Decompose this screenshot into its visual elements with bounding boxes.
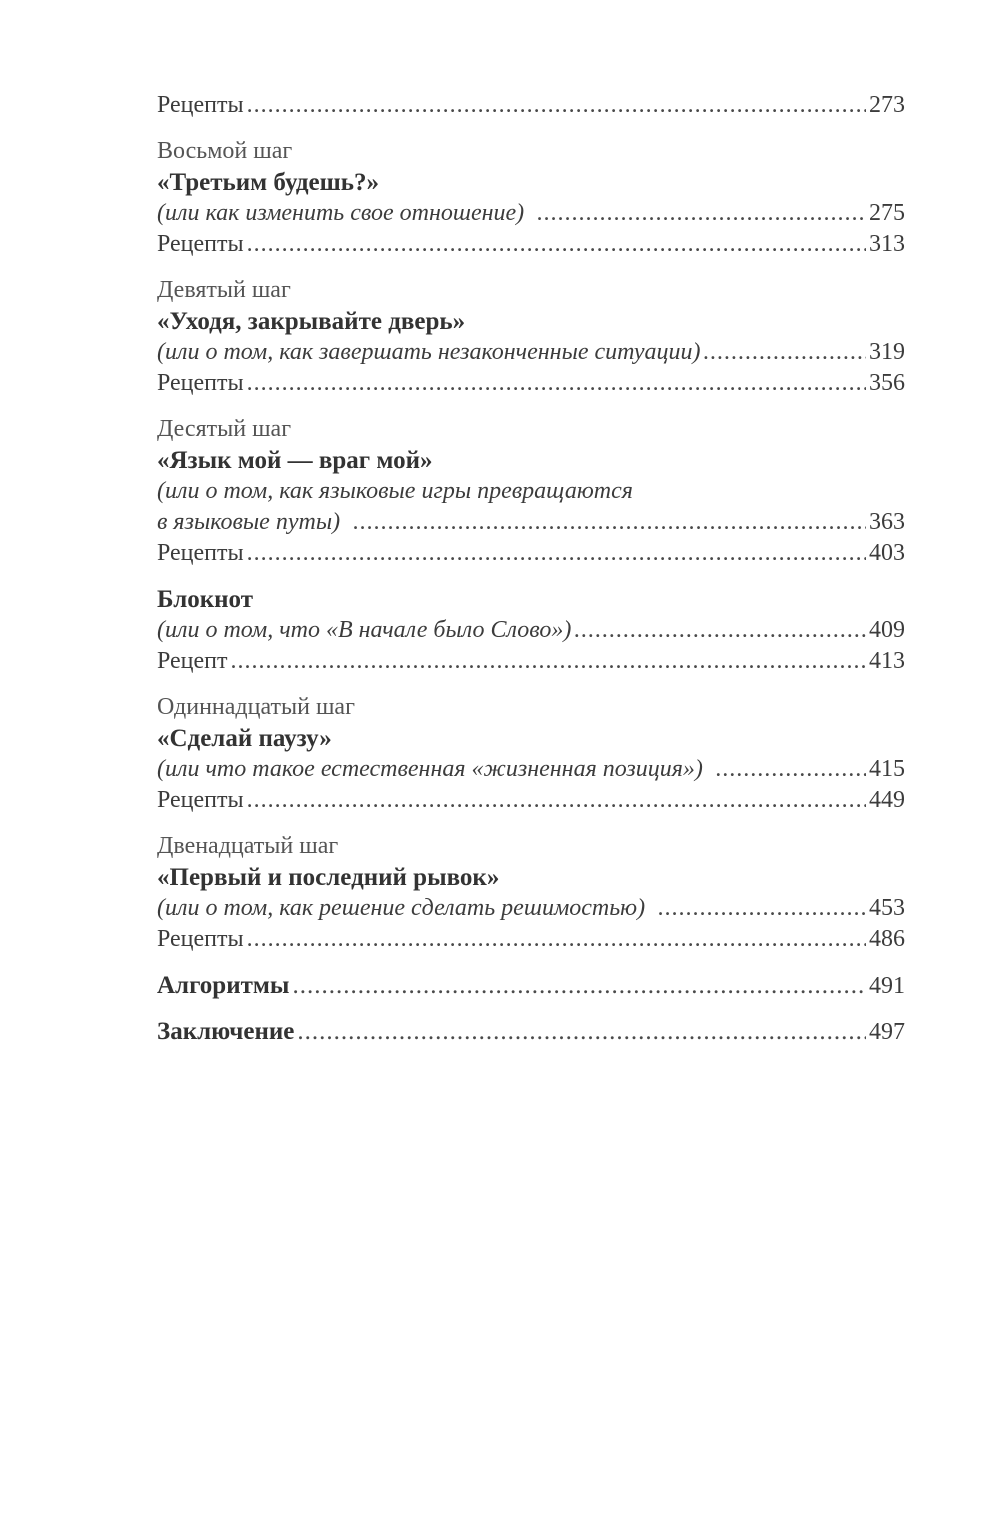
step-8-title: «Третьим будешь?» (157, 169, 379, 196)
leader-dots (247, 229, 866, 260)
page-number: 403 (869, 540, 905, 566)
step-10-heading: Десятый шаг (157, 416, 292, 442)
toc-entry-step-8-recipes[interactable] (157, 229, 905, 260)
entry-label: Рецепты (157, 231, 244, 257)
entry-label: в языковые путы) (157, 509, 341, 535)
page-number: 363 (869, 509, 905, 535)
page-number: 273 (869, 92, 905, 118)
entry-label: (или что такое естественная «жизненная позиция») (157, 756, 703, 782)
toc-entry-conclusion[interactable] (157, 1016, 905, 1047)
toc-entry-step-12-recipes[interactable] (157, 924, 905, 955)
notebook-title: Блокнот (157, 586, 253, 613)
page-number: 486 (869, 926, 905, 952)
toc-entry-step-9-recipes[interactable] (157, 368, 905, 399)
step-11-title: «Сделай паузу» (157, 725, 332, 752)
step-10-subtitle-line1: (или о том, как языковые игры превращаются (157, 478, 633, 504)
leader-dots (231, 646, 866, 677)
entry-label: (или о том, как решение сделать решимостью) (157, 895, 646, 921)
entry-label: Алгоритмы (157, 972, 290, 999)
entry-label: (или как изменить свое отношение) (157, 200, 525, 226)
entry-label: Заключение (157, 1018, 295, 1045)
step-8-heading: Восьмой шаг (157, 138, 293, 164)
leader-dots (297, 1016, 866, 1047)
leader-dots (247, 924, 866, 955)
page-number: 413 (869, 648, 905, 674)
toc-entry-step-9[interactable] (157, 337, 905, 368)
toc-entry-recipes-top[interactable] (157, 90, 905, 121)
page-number: 275 (869, 200, 905, 226)
page-number: 409 (869, 617, 905, 643)
step-9-title: «Уходя, закрывайте дверь» (157, 308, 466, 335)
leader-dots (292, 970, 866, 1001)
entry-label: Рецепт (157, 648, 228, 674)
page-number: 497 (869, 1019, 905, 1045)
entry-label: Рецепты (157, 787, 244, 813)
leader-dots (537, 198, 866, 229)
leader-dots (658, 893, 866, 924)
entry-label: (или о том, что «В начале было Слово») (157, 617, 572, 643)
entry-label: (или о том, как завершать незаконченные ситуации) (157, 339, 701, 365)
toc-entry-step-10-recipes[interactable] (157, 538, 905, 569)
step-12-title: «Первый и последний рывок» (157, 864, 500, 891)
page-number: 453 (869, 895, 905, 921)
page-number: 319 (869, 339, 905, 365)
leader-dots (716, 754, 866, 785)
toc-entry-step-12[interactable] (157, 893, 905, 924)
entry-label: Рецепты (157, 370, 244, 396)
leader-dots (247, 368, 866, 399)
toc-entry-step-8[interactable] (157, 198, 905, 229)
entry-label: Рецепты (157, 92, 244, 118)
step-11-heading: Одиннадцатый шаг (157, 694, 355, 720)
leader-dots (704, 337, 866, 368)
entry-label: Рецепты (157, 926, 244, 952)
leader-dots (247, 90, 866, 121)
table-of-contents (157, 90, 905, 1047)
step-12-heading: Двенадцатый шаг (157, 833, 339, 859)
entry-label: Рецепты (157, 540, 244, 566)
leader-dots (353, 507, 866, 538)
page-number: 313 (869, 231, 905, 257)
leader-dots (247, 785, 866, 816)
toc-entry-notebook[interactable] (157, 615, 905, 646)
page-number: 491 (869, 973, 905, 999)
step-9-heading: Девятый шаг (157, 277, 291, 303)
toc-entry-notebook-recipe[interactable] (157, 646, 905, 677)
toc-entry-step-11[interactable] (157, 754, 905, 785)
page-number: 356 (869, 370, 905, 396)
step-10-title: «Язык мой — враг мой» (157, 447, 433, 474)
leader-dots (574, 615, 866, 646)
leader-dots (247, 538, 866, 569)
toc-entry-step-11-recipes[interactable] (157, 785, 905, 816)
toc-entry-step-10[interactable] (157, 507, 905, 538)
page-number: 449 (869, 787, 905, 813)
toc-entry-algorithms[interactable] (157, 970, 905, 1001)
page-number: 415 (869, 756, 905, 782)
